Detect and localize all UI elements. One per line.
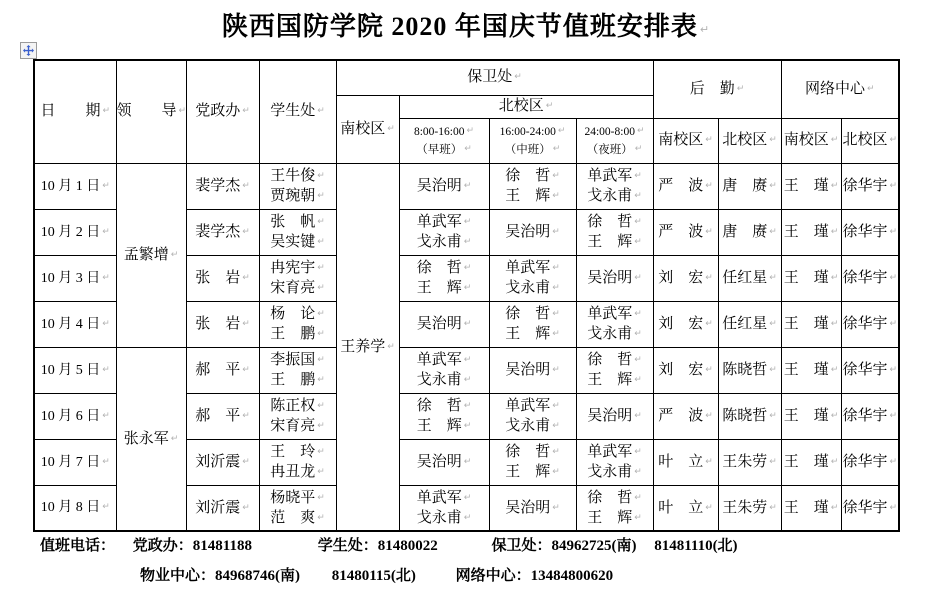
dzb-cell[interactable]: 郝 平 ↵: [186, 393, 259, 439]
net-south-cell[interactable]: 王 瑾 ↵: [781, 485, 841, 531]
xsc-cell[interactable]: 张 帆 ↵ 吴实键 ↵: [259, 209, 336, 255]
xsc-cell[interactable]: 王 玲 ↵ 冉丑龙 ↵: [259, 439, 336, 485]
header-net-south[interactable]: 南校区 ↵: [781, 118, 841, 163]
date-cell[interactable]: 10 月 6 日 ↵: [34, 393, 116, 439]
shift-middle-cell[interactable]: 徐 哲 ↵ 王 辉 ↵: [489, 163, 576, 209]
hq-north-cell[interactable]: 陈晓哲 ↵: [718, 347, 781, 393]
date-cell[interactable]: 10 月 8 日 ↵: [34, 485, 116, 531]
net-north-cell[interactable]: 徐华宇 ↵: [841, 347, 899, 393]
date-cell[interactable]: 10 月 1 日 ↵: [34, 163, 116, 209]
shift-middle-cell[interactable]: 吴治明 ↵: [489, 209, 576, 255]
net-south-cell[interactable]: 王 瑾 ↵: [781, 393, 841, 439]
header-hq[interactable]: 后 勤 ↵: [653, 60, 781, 118]
xsc-cell[interactable]: 冉宪宇 ↵ 宋育亮 ↵: [259, 255, 336, 301]
phone-xsc[interactable]: 学生处：81480022: [317, 538, 438, 554]
duty-phones-line1: [40, 534, 932, 555]
table-row: [34, 163, 899, 209]
shift-middle-cell[interactable]: 吴治明 ↵: [489, 347, 576, 393]
net-north-cell[interactable]: 徐华宇 ↵: [841, 209, 899, 255]
net-south-cell[interactable]: 王 瑾 ↵: [781, 163, 841, 209]
hq-south-cell[interactable]: 严 波 ↵: [653, 163, 718, 209]
shift-morning-cell[interactable]: 吴治明 ↵: [399, 439, 489, 485]
net-north-cell[interactable]: 徐华宇 ↵: [841, 393, 899, 439]
hq-north-cell[interactable]: 王朱劳 ↵: [718, 485, 781, 531]
header-bwc-north[interactable]: 北校区 ↵: [399, 95, 653, 118]
hq-north-cell[interactable]: 唐 赓 ↵: [718, 163, 781, 209]
phones-label[interactable]: 值班电话：: [40, 538, 116, 554]
dzb-cell[interactable]: 张 岩 ↵: [186, 301, 259, 347]
hq-south-cell[interactable]: 刘 宏 ↵: [653, 301, 718, 347]
phone-property-north[interactable]: 81480115(北): [331, 568, 416, 584]
table-row: [34, 347, 899, 393]
header-shift-middle[interactable]: 16:00-24:00 ↵ （中班） ↵: [489, 118, 576, 163]
hq-north-cell[interactable]: 任红星 ↵: [718, 301, 781, 347]
shift-middle-cell[interactable]: 吴治明 ↵: [489, 485, 576, 531]
net-north-cell[interactable]: 徐华宇 ↵: [841, 301, 899, 347]
move-cross-icon: [23, 45, 34, 56]
shift-night-cell[interactable]: 徐 哲 ↵ 王 辉 ↵: [576, 347, 653, 393]
dzb-cell[interactable]: 张 岩 ↵: [186, 255, 259, 301]
header-bwc[interactable]: 保卫处 ↵: [336, 60, 653, 95]
hq-north-cell[interactable]: 唐 赓 ↵: [718, 209, 781, 255]
net-north-cell[interactable]: 徐华宇 ↵: [841, 439, 899, 485]
header-date[interactable]: 日 期 ↵: [34, 60, 116, 163]
duty-roster-table: [33, 59, 900, 532]
hq-south-cell[interactable]: 刘 宏 ↵: [653, 347, 718, 393]
shift-middle-cell[interactable]: 徐 哲 ↵ 王 辉 ↵: [489, 301, 576, 347]
shift-night-cell[interactable]: 单武军 ↵ 戈永甫 ↵: [576, 301, 653, 347]
shift-middle-cell[interactable]: 单武军 ↵ 戈永甫 ↵: [489, 393, 576, 439]
shift-morning-cell[interactable]: 单武军 ↵ 戈永甫 ↵: [399, 485, 489, 531]
header-shift-morning[interactable]: 8:00-16:00 ↵ （早班） ↵: [399, 118, 489, 163]
dzb-cell[interactable]: 刘沂震 ↵: [186, 439, 259, 485]
net-north-cell[interactable]: 徐华宇 ↵: [841, 255, 899, 301]
shift-night-cell[interactable]: 吴治明 ↵: [576, 393, 653, 439]
document-title[interactable]: 陕西国防学院 2020 年国庆节值班安排表 ↵: [0, 6, 932, 43]
date-cell[interactable]: 10 月 4 日 ↵: [34, 301, 116, 347]
date-cell[interactable]: 10 月 5 日 ↵: [34, 347, 116, 393]
hq-south-cell[interactable]: 叶 立 ↵: [653, 485, 718, 531]
xsc-cell[interactable]: 李振国 ↵ 王 鹏 ↵: [259, 347, 336, 393]
header-xsc[interactable]: 学生处 ↵: [259, 60, 336, 163]
shift-morning-cell[interactable]: 单武军 ↵ 戈永甫 ↵: [399, 347, 489, 393]
phone-property-south[interactable]: 物业中心：84968746(南): [140, 568, 300, 584]
shift-night-cell[interactable]: 单武军 ↵ 戈永甫 ↵: [576, 439, 653, 485]
net-north-cell[interactable]: 徐华宇 ↵: [841, 163, 899, 209]
header-shift-night[interactable]: 24:00-8:00 ↵ （夜班） ↵: [576, 118, 653, 163]
hq-north-cell[interactable]: 任红星 ↵: [718, 255, 781, 301]
xsc-cell[interactable]: 杨 论 ↵ 王 鹏 ↵: [259, 301, 336, 347]
header-net-north[interactable]: 北校区 ↵: [841, 118, 899, 163]
xsc-cell[interactable]: 王牛俊 ↵ 贾琬朝 ↵: [259, 163, 336, 209]
dzb-cell[interactable]: 裴学杰 ↵: [186, 163, 259, 209]
shift-morning-cell[interactable]: 吴治明 ↵: [399, 301, 489, 347]
phone-network[interactable]: 网络中心：13484800620: [455, 568, 614, 584]
hq-south-cell[interactable]: 叶 立 ↵: [653, 439, 718, 485]
leader-cell[interactable]: 张永军 ↵: [116, 347, 186, 531]
shift-night-cell[interactable]: 单武军 ↵ 戈永甫 ↵: [576, 163, 653, 209]
duty-phones-line2: [140, 564, 932, 585]
header-row-1: [34, 60, 899, 95]
hq-north-cell[interactable]: 王朱劳 ↵: [718, 439, 781, 485]
dzb-cell[interactable]: 裴学杰 ↵: [186, 209, 259, 255]
net-south-cell[interactable]: 王 瑾 ↵: [781, 255, 841, 301]
date-cell[interactable]: 10 月 3 日 ↵: [34, 255, 116, 301]
phone-dzb[interactable]: 党政办：81481188: [132, 538, 252, 554]
shift-night-cell[interactable]: 徐 哲 ↵ 王 辉 ↵: [576, 485, 653, 531]
net-south-cell[interactable]: 王 瑾 ↵: [781, 209, 841, 255]
leader-cell[interactable]: 孟繁增 ↵: [116, 163, 186, 347]
header-bwc-south[interactable]: 南校区 ↵: [336, 95, 399, 163]
net-north-cell[interactable]: 徐华宇 ↵: [841, 485, 899, 531]
header-net[interactable]: 网络中心 ↵: [781, 60, 899, 118]
date-cell[interactable]: 10 月 7 日 ↵: [34, 439, 116, 485]
hq-south-cell[interactable]: 严 波 ↵: [653, 393, 718, 439]
header-leader[interactable]: 领 导 ↵: [116, 60, 186, 163]
dzb-cell[interactable]: 刘沂震 ↵: [186, 485, 259, 531]
shift-night-cell[interactable]: 徐 哲 ↵ 王 辉 ↵: [576, 209, 653, 255]
hq-north-cell[interactable]: 陈晓哲 ↵: [718, 393, 781, 439]
shift-morning-cell[interactable]: 徐 哲 ↵ 王 辉 ↵: [399, 393, 489, 439]
header-hq-south[interactable]: 南校区 ↵: [653, 118, 718, 163]
shift-morning-cell[interactable]: 单武军 ↵ 戈永甫 ↵: [399, 209, 489, 255]
net-south-cell[interactable]: 王 瑾 ↵: [781, 439, 841, 485]
net-south-cell[interactable]: 王 瑾 ↵: [781, 301, 841, 347]
dzb-cell[interactable]: 郝 平 ↵: [186, 347, 259, 393]
xsc-cell[interactable]: 陈正权 ↵ 宋育亮 ↵: [259, 393, 336, 439]
shift-morning-cell[interactable]: 吴治明 ↵: [399, 163, 489, 209]
shift-night-cell[interactable]: 吴治明 ↵: [576, 255, 653, 301]
xsc-cell[interactable]: 杨晓平 ↵ 范 爽 ↵: [259, 485, 336, 531]
hq-south-cell[interactable]: 严 波 ↵: [653, 209, 718, 255]
header-dzb[interactable]: 党政办 ↵: [186, 60, 259, 163]
date-cell[interactable]: 10 月 2 日 ↵: [34, 209, 116, 255]
header-hq-north[interactable]: 北校区 ↵: [718, 118, 781, 163]
hq-south-cell[interactable]: 刘 宏 ↵: [653, 255, 718, 301]
bwc-south-cell[interactable]: 王养学 ↵: [336, 163, 399, 531]
phone-bwc-south[interactable]: 保卫处：84962725(南): [491, 538, 637, 554]
net-south-cell[interactable]: 王 瑾 ↵: [781, 347, 841, 393]
phone-bwc-north[interactable]: 81481110(北): [654, 538, 738, 554]
table-move-handle[interactable]: [20, 42, 37, 59]
shift-middle-cell[interactable]: 徐 哲 ↵ 王 辉 ↵: [489, 439, 576, 485]
shift-morning-cell[interactable]: 徐 哲 ↵ 王 辉 ↵: [399, 255, 489, 301]
shift-middle-cell[interactable]: 单武军 ↵ 戈永甫 ↵: [489, 255, 576, 301]
